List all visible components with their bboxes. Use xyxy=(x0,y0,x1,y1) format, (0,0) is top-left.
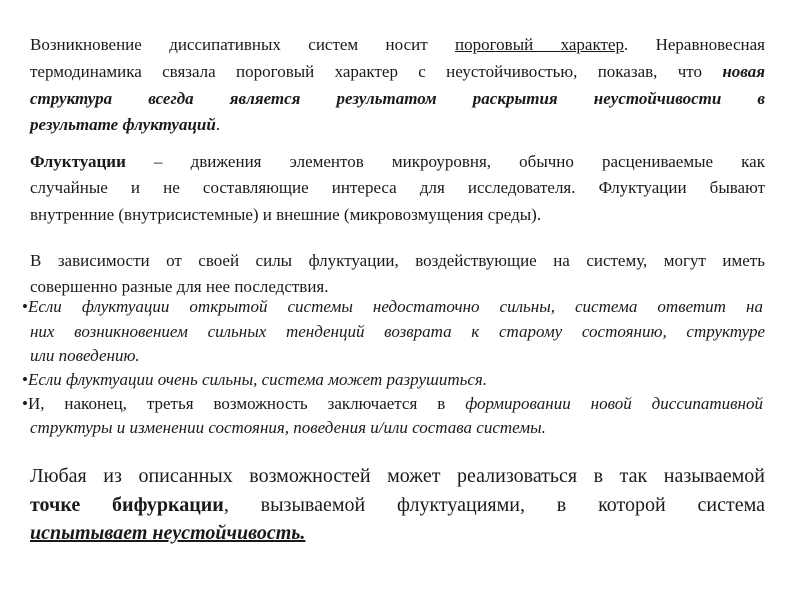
p3-line2: совершенно разные для нее последствия. xyxy=(30,277,329,296)
p1-line2 xyxy=(30,61,765,83)
bullet-1-line2: них возникновением сильных тенденций возврата к старому состоянию, структуре xyxy=(30,322,765,341)
p1-line4 xyxy=(30,114,765,136)
bullet-icon: • xyxy=(22,394,28,413)
text: , вызываемой флуктуациями, в которой система xyxy=(223,494,765,516)
term: точке бифуркации xyxy=(30,494,224,516)
bullet-icon: • xyxy=(22,370,28,389)
p3-line1: В зависимости от своей силы флуктуации, воздействующие на систему, могут иметь xyxy=(30,251,765,270)
emphasis: результате флуктуаций xyxy=(30,115,216,134)
bullet-3-line2: структуры и изменении состояния, поведения и/или состава системы. xyxy=(30,418,546,437)
p4-line1: Любая из описанных возможностей может реализоваться в так называемой xyxy=(30,465,765,487)
text: Если флуктуации очень сильны, система может разрушиться. xyxy=(27,370,488,389)
term: Флуктуации xyxy=(30,152,126,171)
text: . Неравновесная xyxy=(623,35,766,54)
p4-line3: испытывает неустойчивость. xyxy=(30,522,306,544)
p4-line2 xyxy=(30,492,765,518)
text: И, наконец, третья возможность заключается в xyxy=(27,394,466,413)
bullet-icon: • xyxy=(22,297,28,316)
p1-line3: структура всегда является результатом раскрытия неустойчивости в xyxy=(30,89,765,108)
p2-line3: внутренние (внутрисистемные) и внешние (микровозмущения среды). xyxy=(30,205,542,224)
emphasis: новая xyxy=(722,62,765,81)
bullet-2 xyxy=(22,369,765,391)
bullet-1-line3: или поведению. xyxy=(30,346,140,365)
p1-line1 xyxy=(30,34,765,56)
text: Возникновение диссипативных систем носит xyxy=(30,35,456,54)
text: Если флуктуации открытой системы недостаточно сильны, система ответит на xyxy=(27,297,763,316)
text: термодинамика связала пороговый характер с неустойчивостью, показав, что xyxy=(30,62,723,81)
text: . xyxy=(215,115,221,134)
p2-line1 xyxy=(30,151,765,173)
underlined-term: пороговый характер xyxy=(455,35,624,54)
emphasis: формировании новой диссипативной xyxy=(465,394,763,413)
text: – движения элементов микроуровня, обычно расцениваемые как xyxy=(125,152,765,171)
text xyxy=(28,393,763,415)
bullet-3 xyxy=(22,393,765,415)
bullet-1 xyxy=(22,296,765,318)
p2-line2: случайные и не составляющие интереса для исследователя. Флуктуации бывают xyxy=(30,178,765,197)
